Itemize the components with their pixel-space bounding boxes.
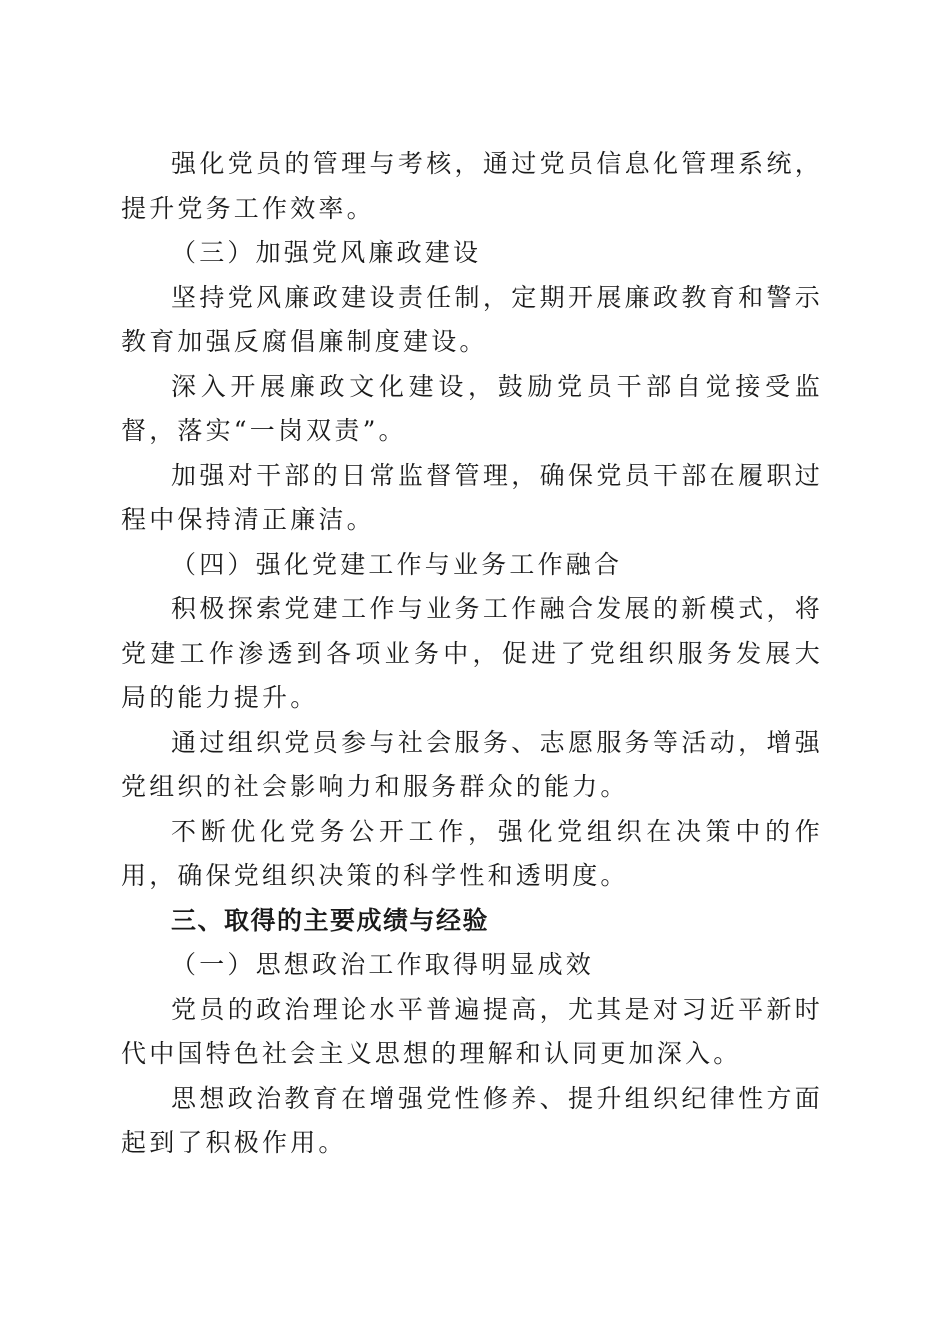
para-daily-supervision: 加强对干部的日常监督管理，确保党员干部在履职过程中保持清正廉洁。 <box>121 460 823 534</box>
subheading-ideological-work: （一）思想政治工作取得明显成效 <box>171 950 595 979</box>
para-theory-level: 党员的政治理论水平普遍提高，尤其是对习近平新时代中国特色社会主义思想的理解和认同更加深入。 <box>121 994 823 1068</box>
para-party-affairs-openness: 不断优化党务公开工作，强化党组织在决策中的作用，确保党组织决策的科学性和透明度。 <box>121 816 823 890</box>
para-ideological-education: 思想政治教育在增强党性修养、提升组织纪律性方面起到了积极作用。 <box>121 1083 823 1157</box>
para-clean-culture: 深入开展廉政文化建设，鼓励党员干部自觉接受监督，落实“一岗双责”。 <box>121 371 823 445</box>
subheading-integration: （四）强化党建工作与业务工作融合 <box>171 549 623 579</box>
subheading-clean-governance: （三）加强党风廉政建设 <box>171 238 482 267</box>
heading-achievements: 三、取得的主要成绩与经验 <box>171 905 490 935</box>
para-member-management: 强化党员的管理与考核，通过党员信息化管理系统，提升党务工作效率。 <box>121 149 823 223</box>
para-responsibility-system: 坚持党风廉政建设责任制，定期开展廉政教育和警示教育加强反腐倡廉制度建设。 <box>121 282 823 356</box>
para-new-model: 积极探索党建工作与业务工作融合发展的新模式，将党建工作渗透到各项业务中，促进了党组织服务发展大局的能力提升。 <box>121 594 823 712</box>
para-social-service: 通过组织党员参与社会服务、志愿服务等活动，增强党组织的社会影响力和服务群众的能力。 <box>121 727 823 801</box>
document-body <box>121 142 823 1166</box>
